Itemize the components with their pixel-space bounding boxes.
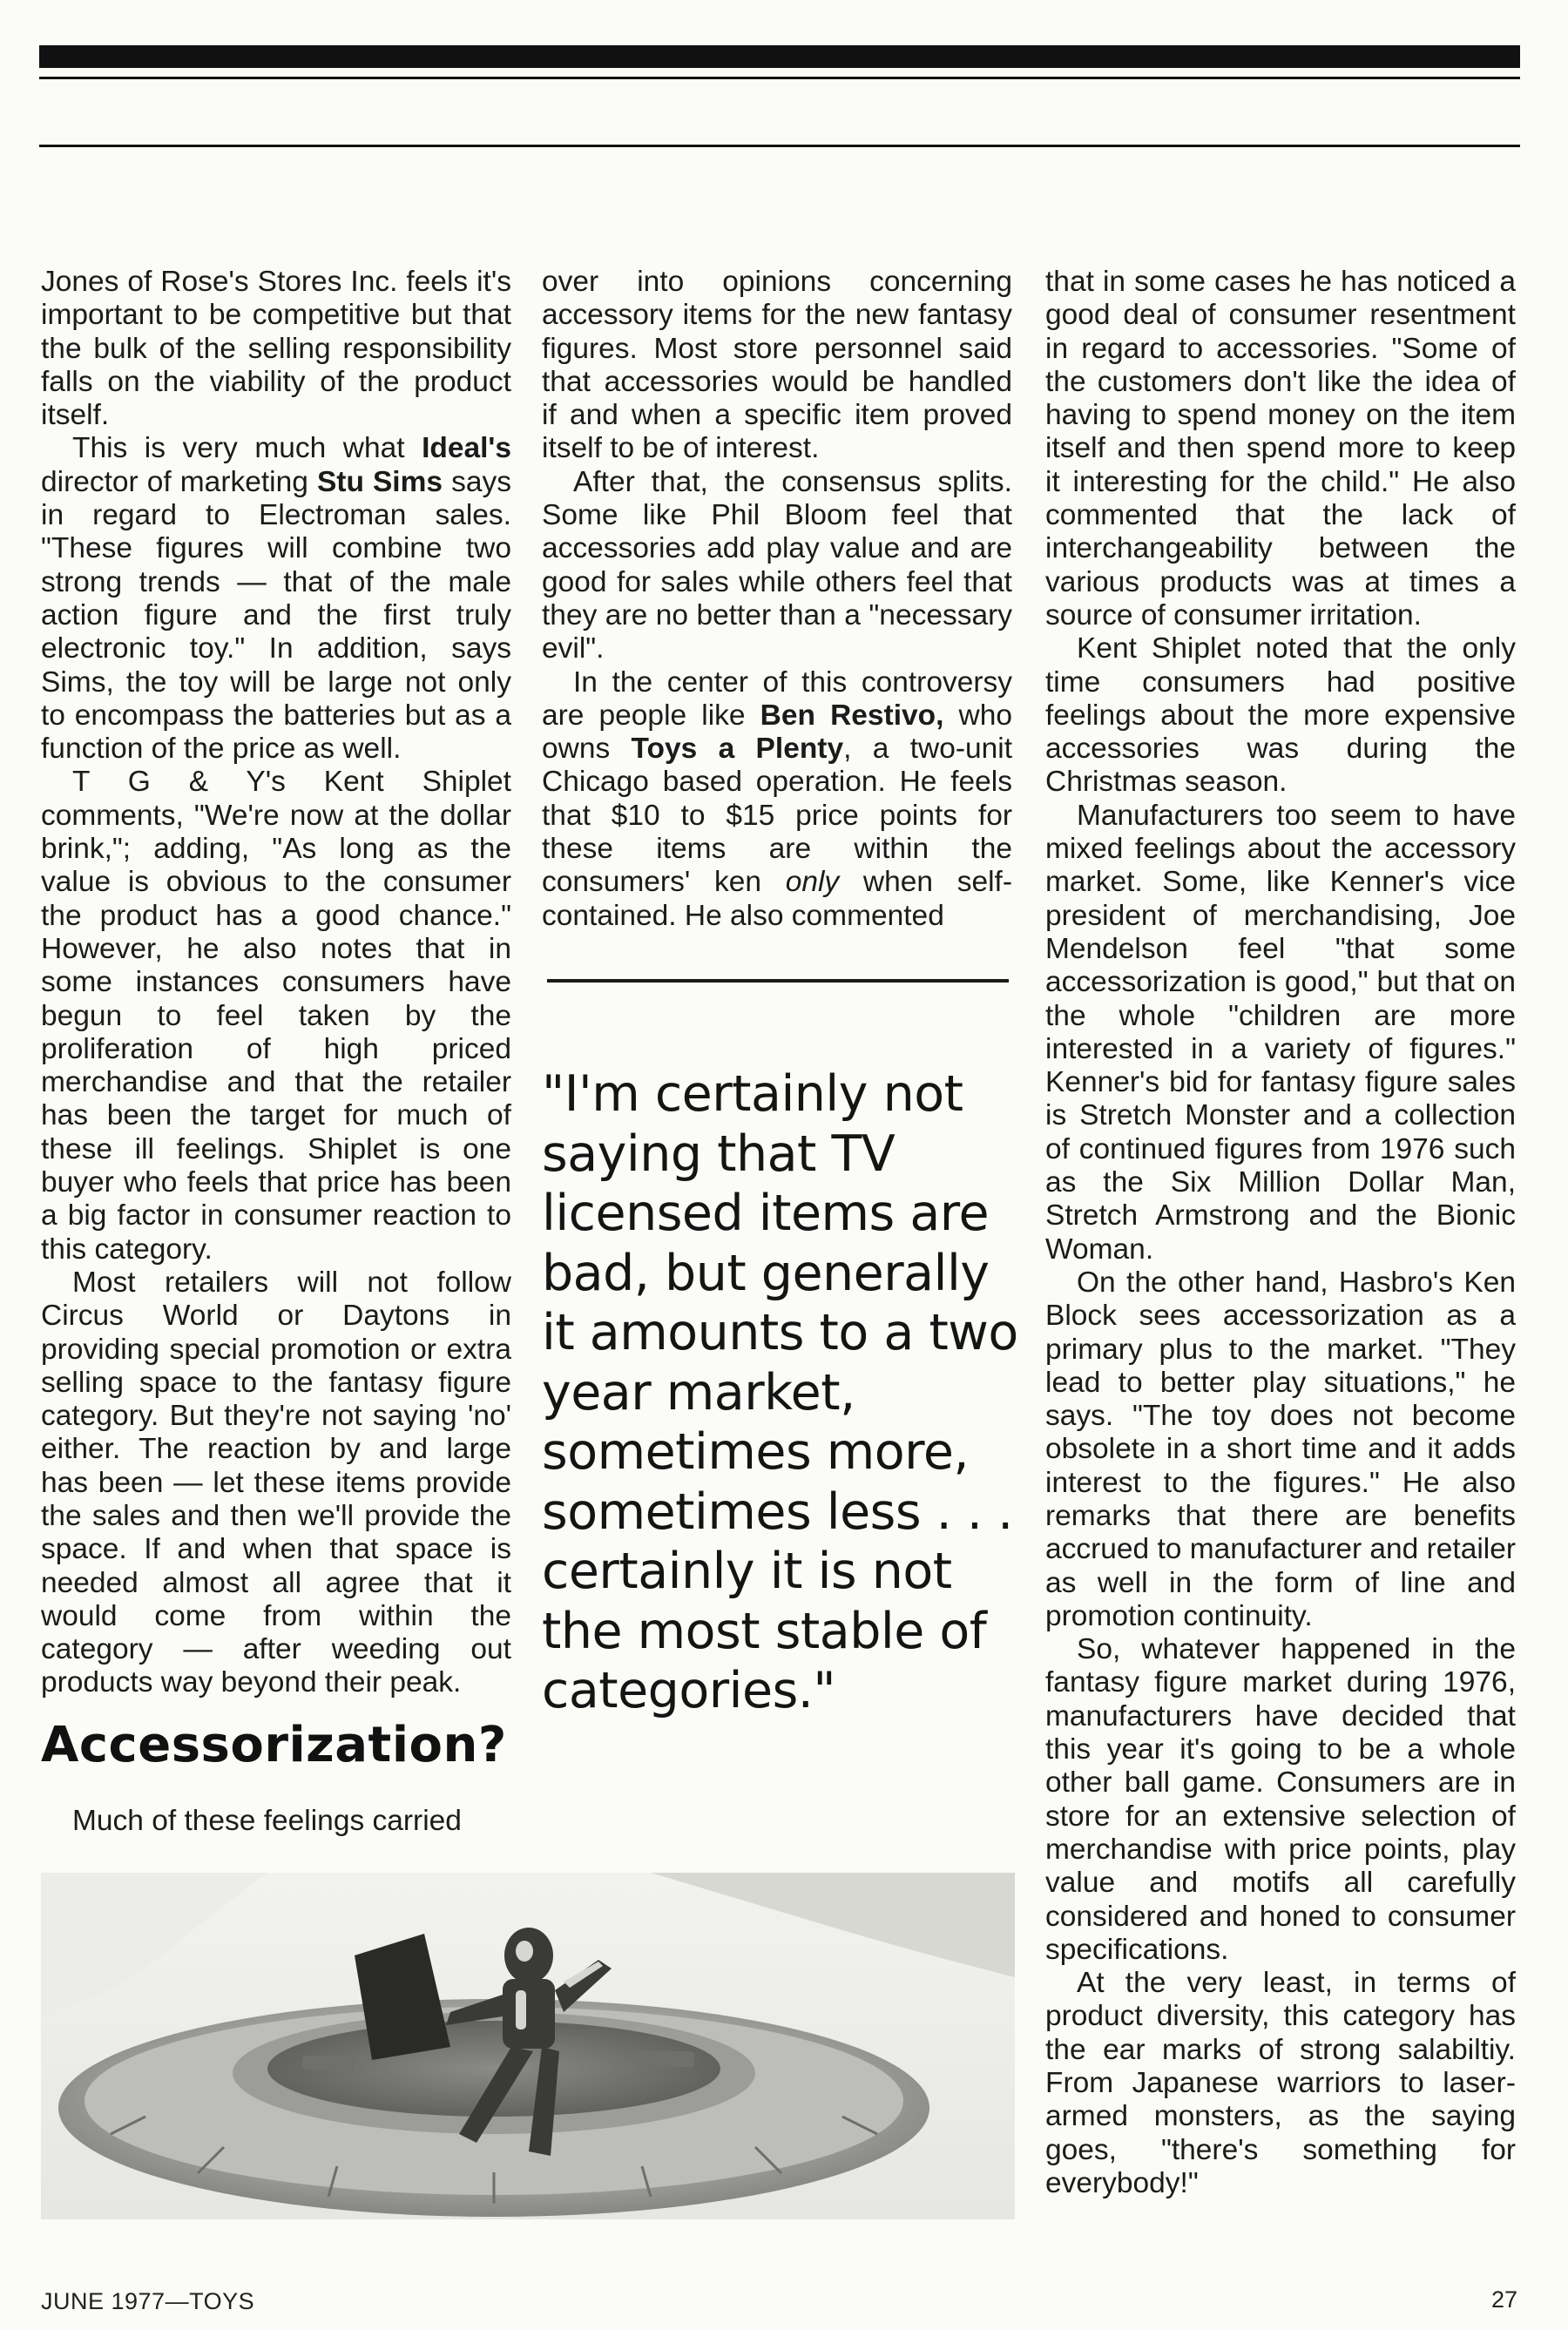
company-name: Toys a Plenty	[631, 733, 844, 766]
paragraph: Much of these feelings carried	[72, 1805, 462, 1837]
paragraph: At the very least, in terms of product diversity, this category has the ear marks of strong salabiltiy. From Japanese warriors to laser-armed monsters, as the saying goes, "there's something for everybody!"	[1045, 1967, 1516, 2199]
text-run: says in regard to Electroman sales. "These figures will combine two strong trends — that of the male action figure and the first truly electronic toy." In addition, says Sims, the toy will be large not only to encompass the batteries but as a function of the price as well.	[41, 465, 511, 766]
paragraph: T G & Y's Kent Shiplet comments, "We're now at the dollar brink,"; adding, "As long as the value is obvious to the consumer the product has a good chance." However, he also notes that in some instances consumers have begun to feel taken by the proliferation of high priced merchandise and that the retailer has been the target for much of these ill feelings. Shiplet is one buyer who feels that price has been a big factor in consumer reaction to this category.	[41, 766, 511, 1266]
text-run: director of marketing	[41, 465, 317, 498]
paragraph: over into opinions concerning accessory items for the new fantasy figures. Most store personnel said that accessories would be handled if and when a specific item proved itself to be of interest.	[542, 266, 1012, 465]
paragraph: Most retailers will not follow Circus World or Daytons in providing special promotion or extra selling space to the fantasy figure category. But they're not saying 'no' either. The reaction by and large has been — let these items provide the sales and then we'll provide the space. If and when that space is needed almost all agree that it would come from within the category — after weeding out products way beyond their peak.	[41, 1266, 511, 1699]
article-column-middle	[542, 266, 1012, 933]
paragraph: After that, the consensus splits. Some like Phil Bloom feel that accessories add play value and are good for sales while others feel that they are no better than a "necessary evil".	[542, 465, 1012, 665]
paragraph: Jones of Rose's Stores Inc. feels it's important to be competitive but that the bulk of the selling responsibility falls on the viability of the product itself.	[41, 266, 511, 432]
text-run: , a two-unit Chicago based operation. He feels that $10 to $15 price points for these items are within the consumers' ken	[542, 733, 1013, 899]
paragraph	[542, 666, 1012, 933]
paragraph: that in some cases he has noticed a good deal of consumer resentment in regard to accessories. "Some of the customers don't like the idea of having to spend money on the item itself and then spend more to keep it interesting for the child." He also commented that the lack of interchangeability between the various products was at times a source of consumer irritation.	[1045, 266, 1516, 631]
top-rule-thick	[39, 45, 1520, 68]
pull-quote-rule	[547, 979, 1009, 983]
text-run: In the center of this controversy are people like	[542, 665, 1012, 732]
paragraph: So, whatever happened in the fantasy figure market during 1976, manufacturers have decided that this year it's going to be a whole other ball game. Consumers are in store for an extensive selection of merchandise with price points, play value and motifs all carefully considered and honed to consumer specifications.	[1045, 1633, 1516, 1966]
article-column-left	[41, 266, 511, 1700]
header-rule	[39, 145, 1520, 147]
text-run: This is very much what	[72, 432, 422, 465]
text-run: who owns	[542, 699, 1012, 766]
text-run: when self-contained. He also commented	[542, 866, 1012, 932]
person-name: Ben Restivo,	[760, 699, 944, 732]
section-subhead: Accessorization?	[41, 1717, 507, 1773]
pull-quote: "I'm certainly not saying that TV licensed items are bad, but generally it amounts to a two year market, sometimes more, sometimes less . . . certainly it is not the most stable of categories."	[542, 1065, 1018, 1719]
footer-issue: JUNE 1977—TOYS	[41, 2288, 255, 2314]
article-column-right	[1045, 266, 1516, 2200]
top-rule-thin	[39, 77, 1520, 79]
toy-photo	[41, 1873, 1015, 2219]
paragraph: Manufacturers too seem to have mixed feelings about the accessory market. Some, like Kenner's vice president of merchandising, Joe Mendelson feel "that some accessorization is good," but that on the whole "children are more interested in a variety of figures." Kenner's bid for fantasy figure sales is Stretch Monster and a collection of continued figures from 1976 such as the Six Million Dollar Man, Stretch Armstrong and the Bionic Woman.	[1045, 799, 1516, 1266]
paragraph	[41, 432, 511, 766]
emphasis: only	[785, 866, 840, 899]
paragraph: Kent Shiplet noted that the only time consumers had positive feelings about the more expensive accessories was during the Christmas season.	[1045, 632, 1516, 799]
paragraph: On the other hand, Hasbro's Ken Block sees accessorization as a primary plus to the market. "They lead to better play situations," he says. "The toy does not become obsolete in a short time and it adds interest to the figures." He also remarks that there are benefits accrued to manufacturer and retailer as well in the form of line and promotion continuity.	[1045, 1266, 1517, 1632]
person-name: Stu Sims	[316, 465, 443, 498]
company-name: Ideal's	[422, 432, 511, 465]
page-number: 27	[1490, 2286, 1517, 2313]
